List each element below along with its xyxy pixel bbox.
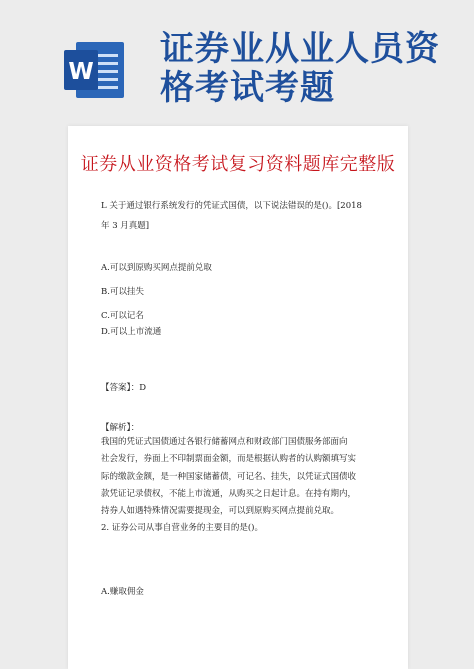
analysis-line-5: 持券人如遇特殊情况需要提现金，可以到原购买网点提前兑取。: [101, 506, 340, 517]
option-a: A.可以到原购买网点提前兑取: [101, 263, 212, 273]
header-title: [160, 30, 460, 108]
document-page: [68, 126, 408, 669]
word-document-icon: [62, 38, 130, 102]
question-1-line-2: 年 3 月真题]: [101, 221, 150, 231]
question-2-option-a: A.赚取佣金: [101, 587, 144, 597]
header-title-line-2: 格考试考题: [160, 68, 335, 108]
answer-text: 【答案】：D: [101, 383, 147, 393]
question-1-line-1: L 关于通过银行系统发行的凭证式国债，以下说法错误的是()。[2018: [101, 201, 362, 211]
svg-text:W: W: [68, 59, 94, 85]
analysis-line-2: 社会发行，券面上不印制票面金额，而是根据认购者的认购额填写实: [101, 454, 357, 465]
document-title: 证券从业资格考试复习资料题库完整版: [80, 154, 396, 175]
analysis-paragraph: [101, 434, 357, 538]
question-2: 2. 证券公司从事自营业务的主要目的是()。: [101, 523, 263, 534]
header-title-line-1: 证券业从业人员资: [160, 29, 440, 69]
option-c: C.可以记名: [101, 311, 144, 321]
analysis-label: 【解析】：: [101, 423, 140, 433]
analysis-line-3: 际的缴款金额，是一种国家储蓄债，可记名、挂失，以凭证式国债收: [101, 471, 357, 482]
analysis-line-1: 我国的凭证式国债通过各银行储蓄网点和财政部门国债服务部面向: [101, 437, 348, 447]
header-banner: [0, 0, 474, 120]
option-b: B.可以挂失: [101, 287, 144, 297]
option-d: D.可以上市流通: [101, 327, 162, 337]
analysis-line-4: 款凭证记录债权，不能上市流通，从购买之日起计息。在持有期内，: [101, 488, 357, 499]
